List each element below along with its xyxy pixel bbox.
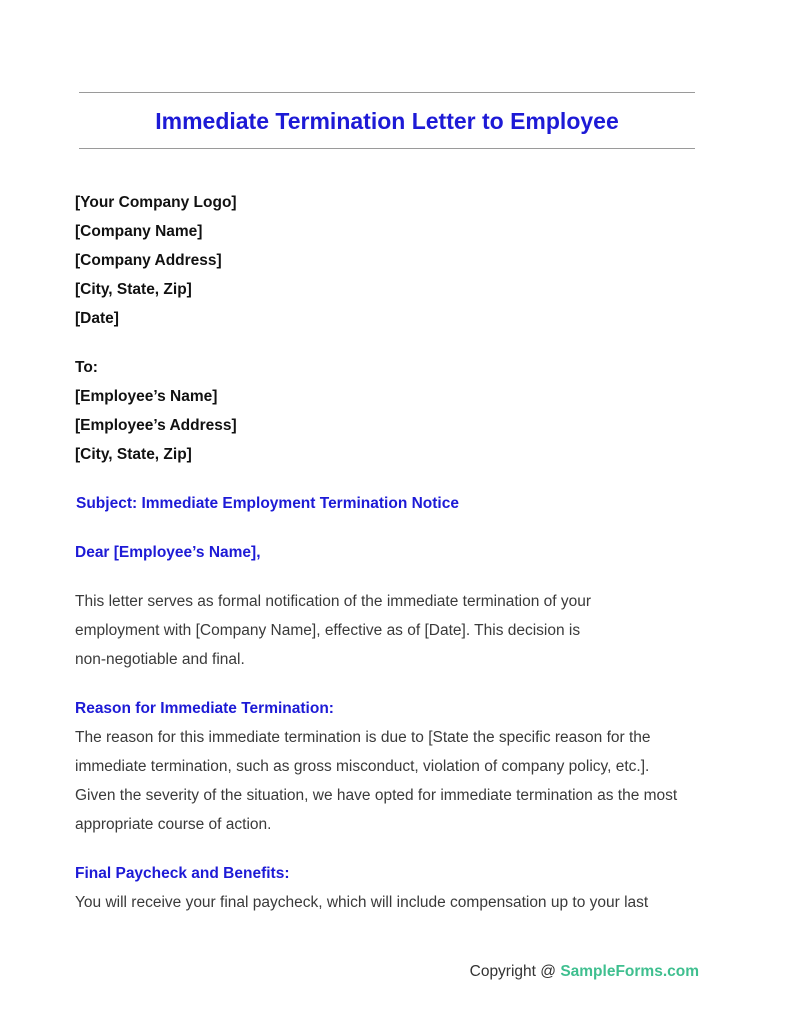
reason-line: The reason for this immediate termination is due to [State the specific reason for the [75,729,651,746]
sender-block [75,188,715,333]
paycheck-section [75,859,715,917]
salutation: Dear [Employee’s Name], [75,544,261,561]
intro-line: non-negotiable and final. [75,651,245,668]
paycheck-heading: Final Paycheck and Benefits: [75,865,290,882]
employee-city-state-zip: [City, State, Zip] [75,446,192,463]
employee-address: [Employee’s Address] [75,417,237,434]
copyright-prefix: Copyright @ [469,963,561,980]
brand-link[interactable]: SampleForms.com [560,963,699,980]
reason-line: Given the severity of the situation, we have opted for immediate termination as the most [75,787,678,804]
intro-paragraph [75,587,715,674]
company-address: [Company Address] [75,252,222,269]
subject-line: Subject: Immediate Employment Termination Notice [76,495,459,512]
intro-line: employment with [Company Name], effective as of [Date]. This decision is [75,622,581,639]
employee-name: [Employee’s Name] [75,388,218,405]
company-logo-placeholder: [Your Company Logo] [75,194,237,211]
copyright-footer [470,959,699,985]
bottom-divider [79,148,695,149]
company-city-state-zip: [City, State, Zip] [75,281,192,298]
letter-date: [Date] [75,310,119,327]
to-label: To: [75,359,98,376]
top-divider [79,92,695,93]
letter-title: Immediate Termination Letter to Employee [155,108,619,134]
reason-heading: Reason for Immediate Termination: [75,700,334,717]
letter-body [75,188,715,937]
reason-line: immediate termination, such as gross misconduct, violation of company policy, etc.]. [75,758,650,775]
recipient-block [75,353,715,469]
reason-line: appropriate course of action. [75,816,272,833]
company-name: [Company Name] [75,223,203,240]
paycheck-line: You will receive your final paycheck, which will include compensation up to your last [75,894,649,911]
reason-section [75,694,715,839]
intro-line: This letter serves as formal notification of the immediate termination of your [75,593,592,610]
